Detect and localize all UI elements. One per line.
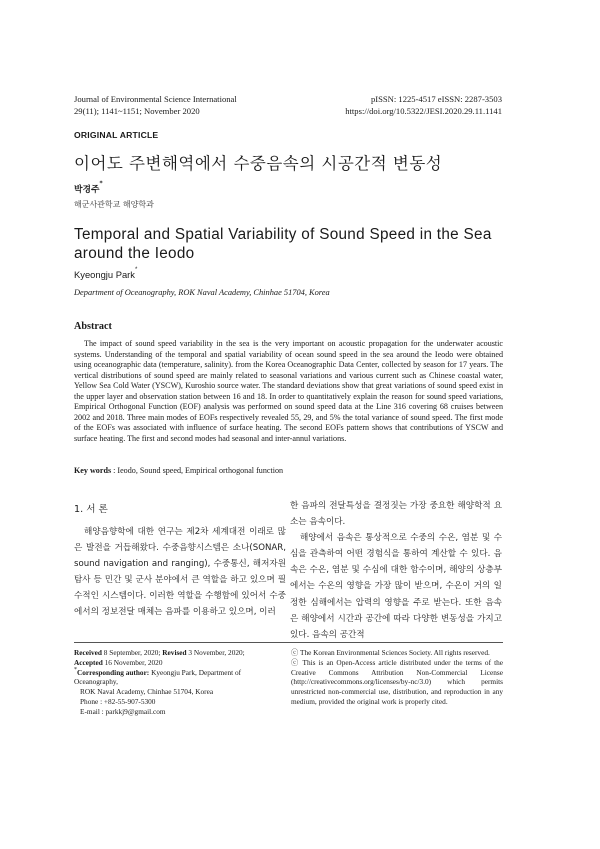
corresponding-phone: Phone : +82-55-907-5300 — [80, 696, 156, 706]
keywords — [74, 466, 283, 475]
intro-left-column — [74, 524, 286, 621]
corresponding-mark: * — [74, 666, 77, 673]
intro-right-column — [290, 498, 502, 643]
abstract-body: The impact of sound speed variability in the sea is the very important on acoustic propagation for the underwater acoustic systems. Understanding of the temporal and spatial variability of ocean sound speed in the sea around the Ieodo were obtained using oceanographic data (temperature, salinity). from the Korea Oceanographic Data Center, collected by season for 17 years. The vertical distributions of sound speed are mainly related to seasonal variations and various current such as Chinese coastal water, Yellow Sea Cold Water (YSCW), Kuroshio source water. The standard deviations show that great variations of sound speed exist in the upper layer and observation station between 16 and 18. In order to quantitatively explain the reason for sound speed variations, Empirical Orthogonal Function (EOF) analysis was performed on sound speed data at the Line 316 covering 68 cruises between 2002 and 2018. Three main modes of EOFs respectively revealed 55, 29, and 5% the total variance of sound speed. The first mode of the EOFs was associated with influence of surface heating. The second EOFs pattern shows that contributions of YSCW and surface heating. The first and second modes had seasonal and inter-annul variations. — [74, 339, 503, 443]
doi-link[interactable]: https://doi.org/10.5322/JESI.2020.29.11.1141 — [345, 105, 502, 116]
journal-header-left — [74, 94, 237, 117]
keywords-label: Key words — [74, 466, 112, 475]
accepted-date: 16 November, 2020 — [102, 657, 163, 667]
revised-date: 3 November, 2020; — [186, 648, 245, 657]
accepted-label: Accepted — [74, 657, 103, 667]
corresponding-author-line — [74, 668, 286, 688]
corresponding-name: Kyeongju Park, Department of Oceanography, — [74, 667, 242, 687]
english-author-mark: * — [134, 267, 138, 273]
corresponding-address: ROK Naval Academy, Chinhae 51704, Korea — [80, 687, 214, 697]
korean-affiliation: 해군사관학교 해양학과 — [74, 200, 154, 209]
korean-title: 이어도 주변해역에서 수중음속의 시공간적 변동성 — [74, 154, 443, 173]
english-title: Temporal and Spatial Variability of Sound Speed in the Sea around the Ieodo — [74, 226, 492, 262]
issn-line: pISSN: 1225-4517 eISSN: 2287-3503 — [370, 94, 502, 104]
license-text: ⓒ This is an Open-Access article distributed under the terms of the Creative Commons Attribution Non-Commercial License (http://creativecommons.org/licenses/by-nc/3.0) which permits unrestricted non-commercial use, distribution, and reproduction in any medium, provided the original work is properly cited. — [291, 657, 503, 706]
intro-paragraph-2: 해양에서 음속은 통상적으로 수중의 수온, 염분 및 수심을 관측하여 어떤 경험식을 통하여 계산할 수 있다. 음속은 수온, 염분 및 수심에 대한 함수이며, 해양의 상층부에서는 수온의 영향을 가장 많이 받으며, 수온이 거의 일정한 심해에서는 압력의 영향을 주로 받는다. 또한 음속은 해양에서 시간과 공간에 따라 다양한 변동성을 가지고 있다. 음속의 공간적 — [290, 533, 502, 640]
intro-paragraph-1-continued: 한 음파의 전달특성을 결정짓는 가장 중요한 해양학적 요소는 음속이다. — [290, 501, 502, 528]
keywords-text: : Ieodo, Sound speed, Empirical orthogonal function — [111, 466, 284, 475]
corresponding-email[interactable]: E-mail : parkkj9@gmail.com — [80, 706, 166, 716]
section-heading-introduction: 1. 서 론 — [74, 504, 108, 515]
article-history-footnote — [74, 648, 286, 717]
received-revised-line — [74, 648, 286, 658]
korean-author-mark: * — [99, 180, 103, 187]
english-affiliation: Department of Oceanography, ROK Naval Academy, Chinhae 51704, Korea — [74, 288, 330, 297]
footnote-divider — [74, 642, 503, 643]
journal-name: Journal of Environmental Science International — [74, 94, 237, 104]
received-date: 8 September, 2020; — [101, 648, 163, 657]
korean-author — [74, 182, 103, 195]
intro-paragraph-1: 해양음향학에 대한 연구는 제2차 세계대전 이래로 많은 발전을 거듭해왔다. 수중음향시스템은 소나(SONAR, sound navigation and ranging), 수중통신, 해저자원탐사 등 민간 및 군사 분야에서 큰 역할을 하고 있으며 필수적인 시스템이다. 이러한 역할을 수행함에 있어서 수중에서의 정보전달 매체는 음파를 이용하고 있으며, 이러 — [74, 527, 286, 618]
article-type-label: ORIGINAL ARTICLE — [74, 130, 159, 140]
journal-volume: 29(11); 1141~1151; November 2020 — [74, 105, 200, 116]
received-label: Received — [74, 648, 102, 657]
accepted-line — [74, 658, 286, 668]
english-author-name: Kyeongju Park — [74, 269, 135, 280]
corresponding-label: Corresponding author: — [77, 667, 150, 677]
revised-label: Revised — [162, 648, 187, 657]
copyright-line: ⓒ The Korean Environmental Sciences Society. All rights reserved. — [291, 648, 490, 657]
abstract-heading: Abstract — [74, 321, 112, 332]
english-author — [74, 269, 137, 280]
license-footnote — [291, 648, 503, 707]
korean-author-name: 박경주 — [74, 185, 100, 195]
journal-header-right — [345, 94, 502, 117]
